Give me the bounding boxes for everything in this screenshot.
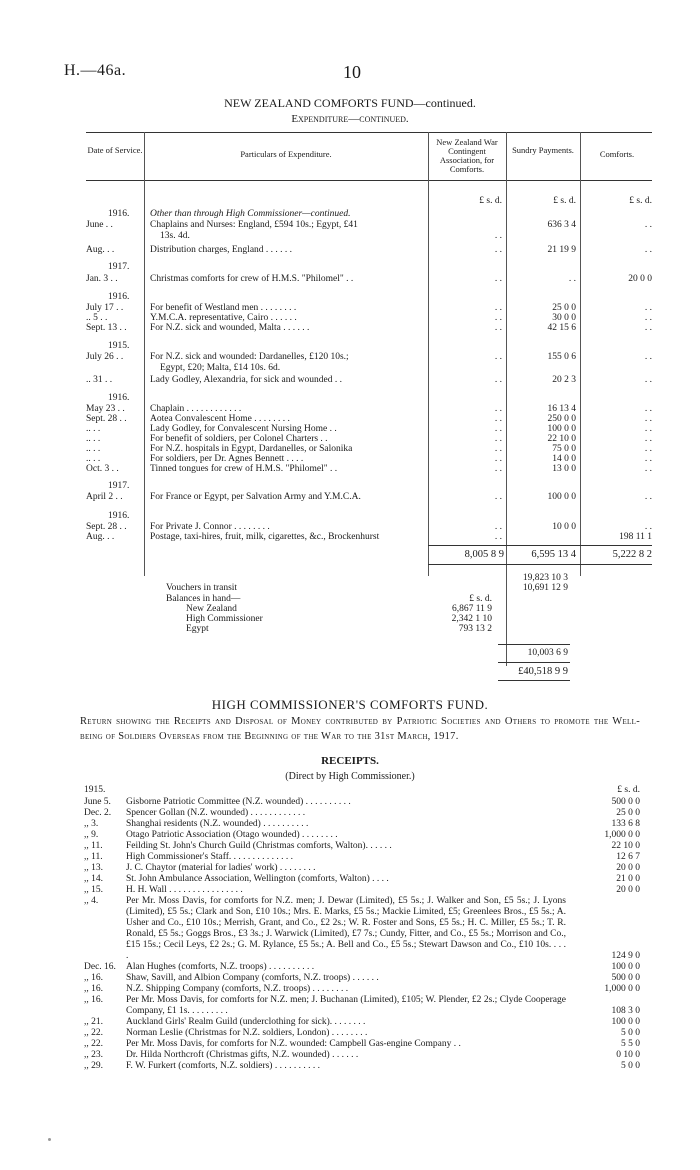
row-date: May 23 . .	[86, 404, 125, 414]
row-nz: . .	[494, 522, 502, 532]
receipt-amount: 5 5 0	[621, 1039, 640, 1049]
table-row	[86, 292, 652, 303]
balance-nz-value: 6,867 11 9	[451, 604, 492, 614]
row-particulars: For N.Z. sick and wounded: Dardanelles, £120 10s.;	[150, 352, 349, 362]
row-date: Sept. 28 . .	[86, 522, 127, 532]
row-comforts: . .	[644, 522, 652, 532]
row-date: Jan. 3 . .	[86, 274, 118, 284]
row-date: 1916.	[108, 511, 130, 521]
table-row	[86, 274, 652, 285]
receipt-text: Norman Leslie (Christmas for N.Z. soldiers, London) . . . . . . . .	[126, 1028, 368, 1038]
balance-egypt-label: Egypt	[186, 624, 209, 634]
receipt-date: ,, 16.	[84, 995, 103, 1005]
row-nz: . .	[494, 245, 502, 255]
row-comforts: . .	[644, 303, 652, 313]
row-particulars: Other than through High Commissioner—continued.	[150, 209, 351, 219]
row-nz: . .	[494, 313, 502, 323]
receipt-amount: 124 9 0	[611, 951, 640, 961]
receipt-amount: 20 0 0	[616, 885, 640, 895]
subtotal-value: 19,823 10 3	[522, 573, 568, 583]
document-reference: H.—46a.	[64, 62, 127, 79]
row-sundry: 30 0 0	[552, 313, 576, 323]
balances-rule	[498, 644, 570, 645]
row-particulars: 13s. 4d.	[160, 231, 190, 241]
row-sundry: 75 0 0	[552, 444, 576, 454]
total-comforts: 5,222 8 2	[612, 549, 652, 560]
row-date: .. . .	[86, 424, 101, 434]
expenditure-title: NEW ZEALAND COMFORTS FUND—continued.	[224, 96, 476, 110]
receipt-amount: 0 10 0	[616, 1050, 640, 1060]
receipt-text: Feilding St. John's Church Guild (Christmas comforts, Walton). . . . . .	[126, 841, 392, 851]
receipt-row	[84, 874, 644, 885]
receipt-row	[84, 984, 644, 995]
receipt-date: Dec. 16.	[84, 962, 116, 972]
row-nz: . .	[494, 274, 502, 284]
receipt-date: ,, 11.	[84, 852, 103, 862]
row-sundry: 21 19 9	[547, 245, 576, 255]
receipt-date: ,, 15.	[84, 885, 103, 895]
table-row	[86, 492, 652, 503]
row-comforts: . .	[644, 220, 652, 230]
receipt-row	[84, 819, 644, 830]
receipt-text: Gisborne Patriotic Committee (N.Z. wounded) . . . . . . . . . .	[126, 797, 351, 807]
row-sundry: 13 0 0	[552, 464, 576, 474]
vouchers-label: Vouchers in transit	[166, 583, 238, 593]
table-row	[86, 511, 652, 522]
receipt-row	[84, 863, 644, 874]
row-particulars: Lady Godley, Alexandria, for sick and wounded . .	[150, 375, 342, 385]
row-nz: . .	[494, 464, 502, 474]
receipt-row	[84, 1028, 644, 1039]
row-sundry: 155 0 6	[547, 352, 576, 362]
table-row	[86, 464, 652, 475]
table-row	[86, 375, 652, 386]
table-top-rule	[86, 132, 652, 133]
receipt-text: Shanghai residents (N.Z. wounded) . . . . . . . . . .	[126, 819, 309, 829]
row-nz: . .	[494, 404, 502, 414]
balance-hc-label: High Commissioner	[186, 614, 263, 624]
row-comforts: . .	[644, 414, 652, 424]
receipt-text: Per Mr. Moss Davis, for comforts for N.Z. men; J. Buchanan (Limited), £105; W. Plender, £2 2s.; Clyde Cooperage Company, £1 1s. . . . . . . . .	[126, 995, 566, 1016]
row-sundry: 10 0 0	[552, 522, 576, 532]
lsd-comforts: £ s. d.	[629, 196, 652, 206]
expenditure-table	[86, 132, 652, 576]
row-date: July 17 . .	[86, 303, 124, 313]
row-sundry: 16 13 4	[547, 404, 576, 414]
balances-label: Balances in hand—	[166, 594, 241, 604]
row-particulars: For soldiers, per Dr. Agnes Bennett . . . .	[150, 454, 304, 464]
totals-top-rule	[428, 545, 652, 546]
receipt-amount: 1,000 0 0	[604, 984, 640, 994]
grand-total: £40,518 9 9	[518, 666, 568, 677]
receipt-text: Auckland Girls' Realm Guild (underclothing for sick). . . . . . . .	[126, 1017, 366, 1027]
table-row	[86, 352, 652, 363]
receipt-amount: 108 3 0	[611, 1006, 640, 1016]
receipt-row	[84, 841, 644, 852]
row-date: 1915.	[108, 341, 130, 351]
receipt-row	[84, 896, 644, 962]
table-row	[86, 363, 652, 374]
balance-hc-value: 2,342 1 10	[451, 614, 492, 624]
row-comforts: . .	[644, 313, 652, 323]
receipt-row	[84, 808, 644, 819]
row-particulars: For benefit of Westland men . . . . . . . .	[150, 303, 297, 313]
lsd-row	[86, 196, 652, 207]
receipt-row	[84, 1039, 644, 1050]
receipt-date: ,, 11.	[84, 841, 103, 851]
receipt-amount: 5 0 0	[621, 1028, 640, 1038]
row-nz: . .	[494, 454, 502, 464]
receipt-amount: 12 6 7	[616, 852, 640, 862]
receipt-date: ,, 29.	[84, 1061, 103, 1071]
row-particulars: Aotea Convalescent Home . . . . . . . .	[150, 414, 290, 424]
receipt-row	[84, 797, 644, 808]
receipt-date: ,, 16.	[84, 984, 103, 994]
total-sundry: 6,595 13 4	[531, 549, 576, 560]
lsd-sundry: £ s. d.	[553, 196, 576, 206]
row-date: .. 31 . .	[86, 375, 113, 385]
row-date: 1917.	[108, 262, 130, 272]
receipt-amount: 100 0 0	[611, 962, 640, 972]
page-mark	[48, 1138, 51, 1141]
row-nz: . .	[494, 352, 502, 362]
row-particulars: For Private J. Connor . . . . . . . .	[150, 522, 270, 532]
receipt-amount: 22 10 0	[611, 841, 640, 851]
receipt-amount: 25 0 0	[616, 808, 640, 818]
expenditure-subtitle: Expenditure—continued.	[291, 113, 409, 125]
receipt-amount: 133 6 8	[611, 819, 640, 829]
receipt-amount: 5 0 0	[621, 1061, 640, 1071]
row-comforts: 20 0 0	[628, 274, 652, 284]
row-sundry: 636 3 4	[547, 220, 576, 230]
row-sundry: 250 0 0	[547, 414, 576, 424]
row-particulars: For France or Egypt, per Salvation Army and Y.M.C.A.	[150, 492, 361, 502]
grand-total-underline	[498, 680, 570, 681]
receipt-date: ,, 22.	[84, 1028, 103, 1038]
receipt-text: St. John Ambulance Association, Wellington (comforts, Walton) . . . .	[126, 874, 389, 884]
receipts-heading: RECEIPTS.	[321, 755, 379, 767]
receipt-amount: 20 0 0	[616, 863, 640, 873]
row-nz: . .	[494, 424, 502, 434]
receipt-amount: 500 0 0	[611, 797, 640, 807]
receipt-date: ,, 22.	[84, 1039, 103, 1049]
receipt-date: ,, 21.	[84, 1017, 103, 1027]
table-row	[86, 245, 652, 256]
receipts-lsd: £ s. d.	[617, 785, 640, 795]
receipt-date: June 5.	[84, 797, 111, 807]
column-header-nz: New Zealand War Contingent Association, for Comforts.	[436, 137, 498, 174]
row-sundry: 20 2 3	[552, 375, 576, 385]
direct-heading: (Direct by High Commissioner.)	[285, 771, 415, 782]
row-nz: . .	[494, 303, 502, 313]
receipt-text: Dr. Hilda Northcroft (Christmas gifts, N.Z. wounded) . . . . . .	[126, 1050, 359, 1060]
row-date: Sept. 13 . .	[86, 323, 127, 333]
table-row	[86, 323, 652, 334]
row-nz: . .	[494, 414, 502, 424]
row-nz: . .	[494, 532, 502, 542]
row-sundry: 25 0 0	[552, 303, 576, 313]
balances-lsd: £ s. d.	[469, 594, 492, 604]
row-date: Aug. . .	[86, 532, 115, 542]
row-date: 1916.	[108, 209, 130, 219]
receipt-amount: 500 0 0	[611, 973, 640, 983]
receipt-date: ,, 14.	[84, 874, 103, 884]
receipt-date: ,, 13.	[84, 863, 103, 873]
row-particulars: For N.Z. hospitals in Egypt, Dardanelles, or Salonika	[150, 444, 353, 454]
row-date: April 2 . .	[86, 492, 123, 502]
receipt-text: Shaw, Savill, and Albion Company (comforts, N.Z. troops) . . . . . .	[126, 973, 379, 983]
lsd-nz: £ s. d.	[479, 196, 502, 206]
column-header-comforts: Comforts.	[599, 149, 635, 159]
row-particulars: Tinned tongues for crew of H.M.S. "Philomel" . .	[150, 464, 338, 474]
receipt-row	[84, 1061, 644, 1072]
column-header-particulars: Particulars of Expenditure.	[240, 149, 332, 159]
row-sundry: 22 10 0	[547, 434, 576, 444]
row-sundry: . .	[568, 274, 576, 284]
receipt-date: Dec. 2.	[84, 808, 112, 818]
receipt-date: ,, 16.	[84, 973, 103, 983]
row-sundry: 14 0 0	[552, 454, 576, 464]
receipt-text: Per Mr. Moss Davis, for comforts for N.Z. men; J. Dewar (Limited), £5 5s.; J. Walker and Son, £5 5s.; J. Lyons (Limited), £5 5s.; Clark and Son, £10 10s.; Mrs. E. Marks, £5 5s.; Mackie Limited, £5; Greenlees Bros., £5 5s.; A. Usher and Co., £10 10s.; Merrish, Grant, and Co., £2 2s.; W. R. Foster and Sons, £5 5s.; H. C. Miller, £5 5s.; T. R. Ronald, £5 5s.; Goggs Bros., £3 3s.; J. Warwick (Limited), £7 7s.; Cundy, Fitter, and Co., £5 5s.; Morrison and Co., £15 15s.; Cecil Leys, £2 2s.; G. M. Rylance, £5 5s.; A. Bell and Co., £5 5s.; Stewart Dawson and Co., £10 10s. . . . .	[126, 896, 566, 961]
row-particulars: For N.Z. sick and wounded, Malta . . . . . .	[150, 323, 310, 333]
row-comforts: . .	[644, 424, 652, 434]
receipt-text: Alan Hughes (comforts, N.Z. troops) . . . . . . . . . .	[126, 962, 315, 972]
row-date: Sept. 28 . .	[86, 414, 127, 424]
table-row	[86, 262, 652, 273]
receipt-row	[84, 1017, 644, 1028]
row-date: .. . .	[86, 444, 101, 454]
row-nz: . .	[494, 492, 502, 502]
row-comforts: . .	[644, 323, 652, 333]
row-date: .. 5 . .	[86, 313, 108, 323]
row-date: Aug. . .	[86, 245, 115, 255]
receipt-text: Spencer Gollan (N.Z. wounded) . . . . . . . . . . . .	[126, 808, 306, 818]
receipt-amount: 100 0 0	[611, 1017, 640, 1027]
row-particulars: Christmas comforts for crew of H.M.S. "Philomel" . .	[150, 274, 354, 284]
row-date: .. . .	[86, 454, 101, 464]
row-date: 1916.	[108, 292, 130, 302]
page-number: 10	[343, 62, 361, 82]
row-comforts: . .	[644, 352, 652, 362]
receipt-text: High Commissioner's Staff. . . . . . . . . . . . . .	[126, 852, 293, 862]
receipt-text: Otago Patriotic Association (Otago wounded) . . . . . . . .	[126, 830, 338, 840]
receipt-row	[84, 962, 644, 973]
receipt-text: H. H. Wall . . . . . . . . . . . . . . . .	[126, 885, 243, 895]
column-header-date: Date of Service.	[87, 145, 143, 155]
row-comforts: . .	[644, 404, 652, 414]
row-nz: . .	[494, 231, 502, 241]
row-nz: . .	[494, 323, 502, 333]
receipts-year: 1915.	[84, 785, 106, 795]
row-sundry: 42 15 6	[547, 323, 576, 333]
table-row	[86, 393, 652, 404]
header-rule	[86, 180, 652, 181]
receipt-date: ,, 3.	[84, 819, 99, 829]
receipt-date: ,, 23.	[84, 1050, 103, 1060]
row-date: 1917.	[108, 481, 130, 491]
row-date: 1916.	[108, 393, 130, 403]
balances-total: 10,003 6 9	[527, 648, 568, 658]
receipt-row	[84, 852, 644, 863]
row-comforts: . .	[644, 434, 652, 444]
row-date: Oct. 3 . .	[86, 464, 119, 474]
row-sundry: 100 0 0	[547, 424, 576, 434]
row-particulars: Chaplains and Nurses: England, £594 10s.; Egypt, £41	[150, 220, 358, 230]
receipt-date: ,, 9.	[84, 830, 99, 840]
table-row	[86, 341, 652, 352]
row-nz: . .	[494, 375, 502, 385]
receipt-date: ,, 4.	[84, 896, 99, 906]
row-particulars: For benefit of soldiers, per Colonel Charters . .	[150, 434, 328, 444]
receipt-text: Per Mr. Moss Davis, for comforts for N.Z. wounded: Campbell Gas-engine Company . .	[126, 1039, 461, 1049]
table-row	[86, 481, 652, 492]
receipt-row	[84, 995, 644, 1017]
row-particulars: Postage, taxi-hires, fruit, milk, cigarettes, &c., Brockenhurst	[150, 532, 380, 542]
row-sundry: 100 0 0	[547, 492, 576, 502]
receipt-amount: 1,000 0 0	[604, 830, 640, 840]
row-comforts: . .	[644, 492, 652, 502]
row-date: June . .	[86, 220, 113, 230]
receipt-row	[84, 885, 644, 896]
row-nz: . .	[494, 444, 502, 454]
table-row	[86, 209, 652, 220]
hc-return-description: Return showing the Receipts and Disposal of Money contributed by Patriotic Societies and Others to promote the Well-being of Soldiers Overseas from the Beginning of the War to the 31st March, 1917.	[80, 716, 640, 742]
vouchers-value: 10,691 12 9	[522, 583, 568, 593]
row-comforts: . .	[644, 454, 652, 464]
table-row	[86, 220, 652, 231]
table-row	[86, 532, 652, 543]
table-row	[86, 231, 652, 242]
receipt-row	[84, 830, 644, 841]
grand-total-rule	[498, 662, 570, 663]
row-particulars: Distribution charges, England . . . . . .	[150, 245, 293, 255]
receipt-text: N.Z. Shipping Company (comforts, N.Z. troops) . . . . . . . .	[126, 984, 349, 994]
row-comforts: 198 11 1	[619, 532, 652, 542]
receipt-row	[84, 973, 644, 984]
hc-fund-title: HIGH COMMISSIONER'S COMFORTS FUND.	[211, 697, 489, 712]
receipt-amount: 21 0 0	[616, 874, 640, 884]
row-particulars: Y.M.C.A. representative, Cairo . . . . . .	[150, 313, 297, 323]
row-particulars: Chaplain . . . . . . . . . . . .	[150, 404, 242, 414]
totals-bottom-rule	[428, 564, 652, 565]
receipt-text: F. W. Furkert (comforts, N.Z. soldiers) . . . . . . . . . .	[126, 1061, 320, 1071]
row-comforts: . .	[644, 444, 652, 454]
balance-nz-label: New Zealand	[186, 604, 237, 614]
column-header-sundry: Sundry Payments.	[512, 145, 574, 155]
receipt-row	[84, 1050, 644, 1061]
total-nz: 8,005 8 9	[464, 549, 504, 560]
row-particulars: Lady Godley, for Convalescent Nursing Home . .	[150, 424, 337, 434]
row-comforts: . .	[644, 375, 652, 385]
receipt-text: J. C. Chaytor (material for ladies' work) . . . . . . . .	[126, 863, 316, 873]
row-comforts: . .	[644, 245, 652, 255]
row-nz: . .	[494, 434, 502, 444]
row-date: .. . .	[86, 434, 101, 444]
balance-egypt-value: 793 13 2	[458, 624, 492, 634]
row-particulars: Egypt, £20; Malta, £14 10s. 6d.	[160, 363, 281, 373]
row-date: July 26 . .	[86, 352, 124, 362]
row-comforts: . .	[644, 464, 652, 474]
